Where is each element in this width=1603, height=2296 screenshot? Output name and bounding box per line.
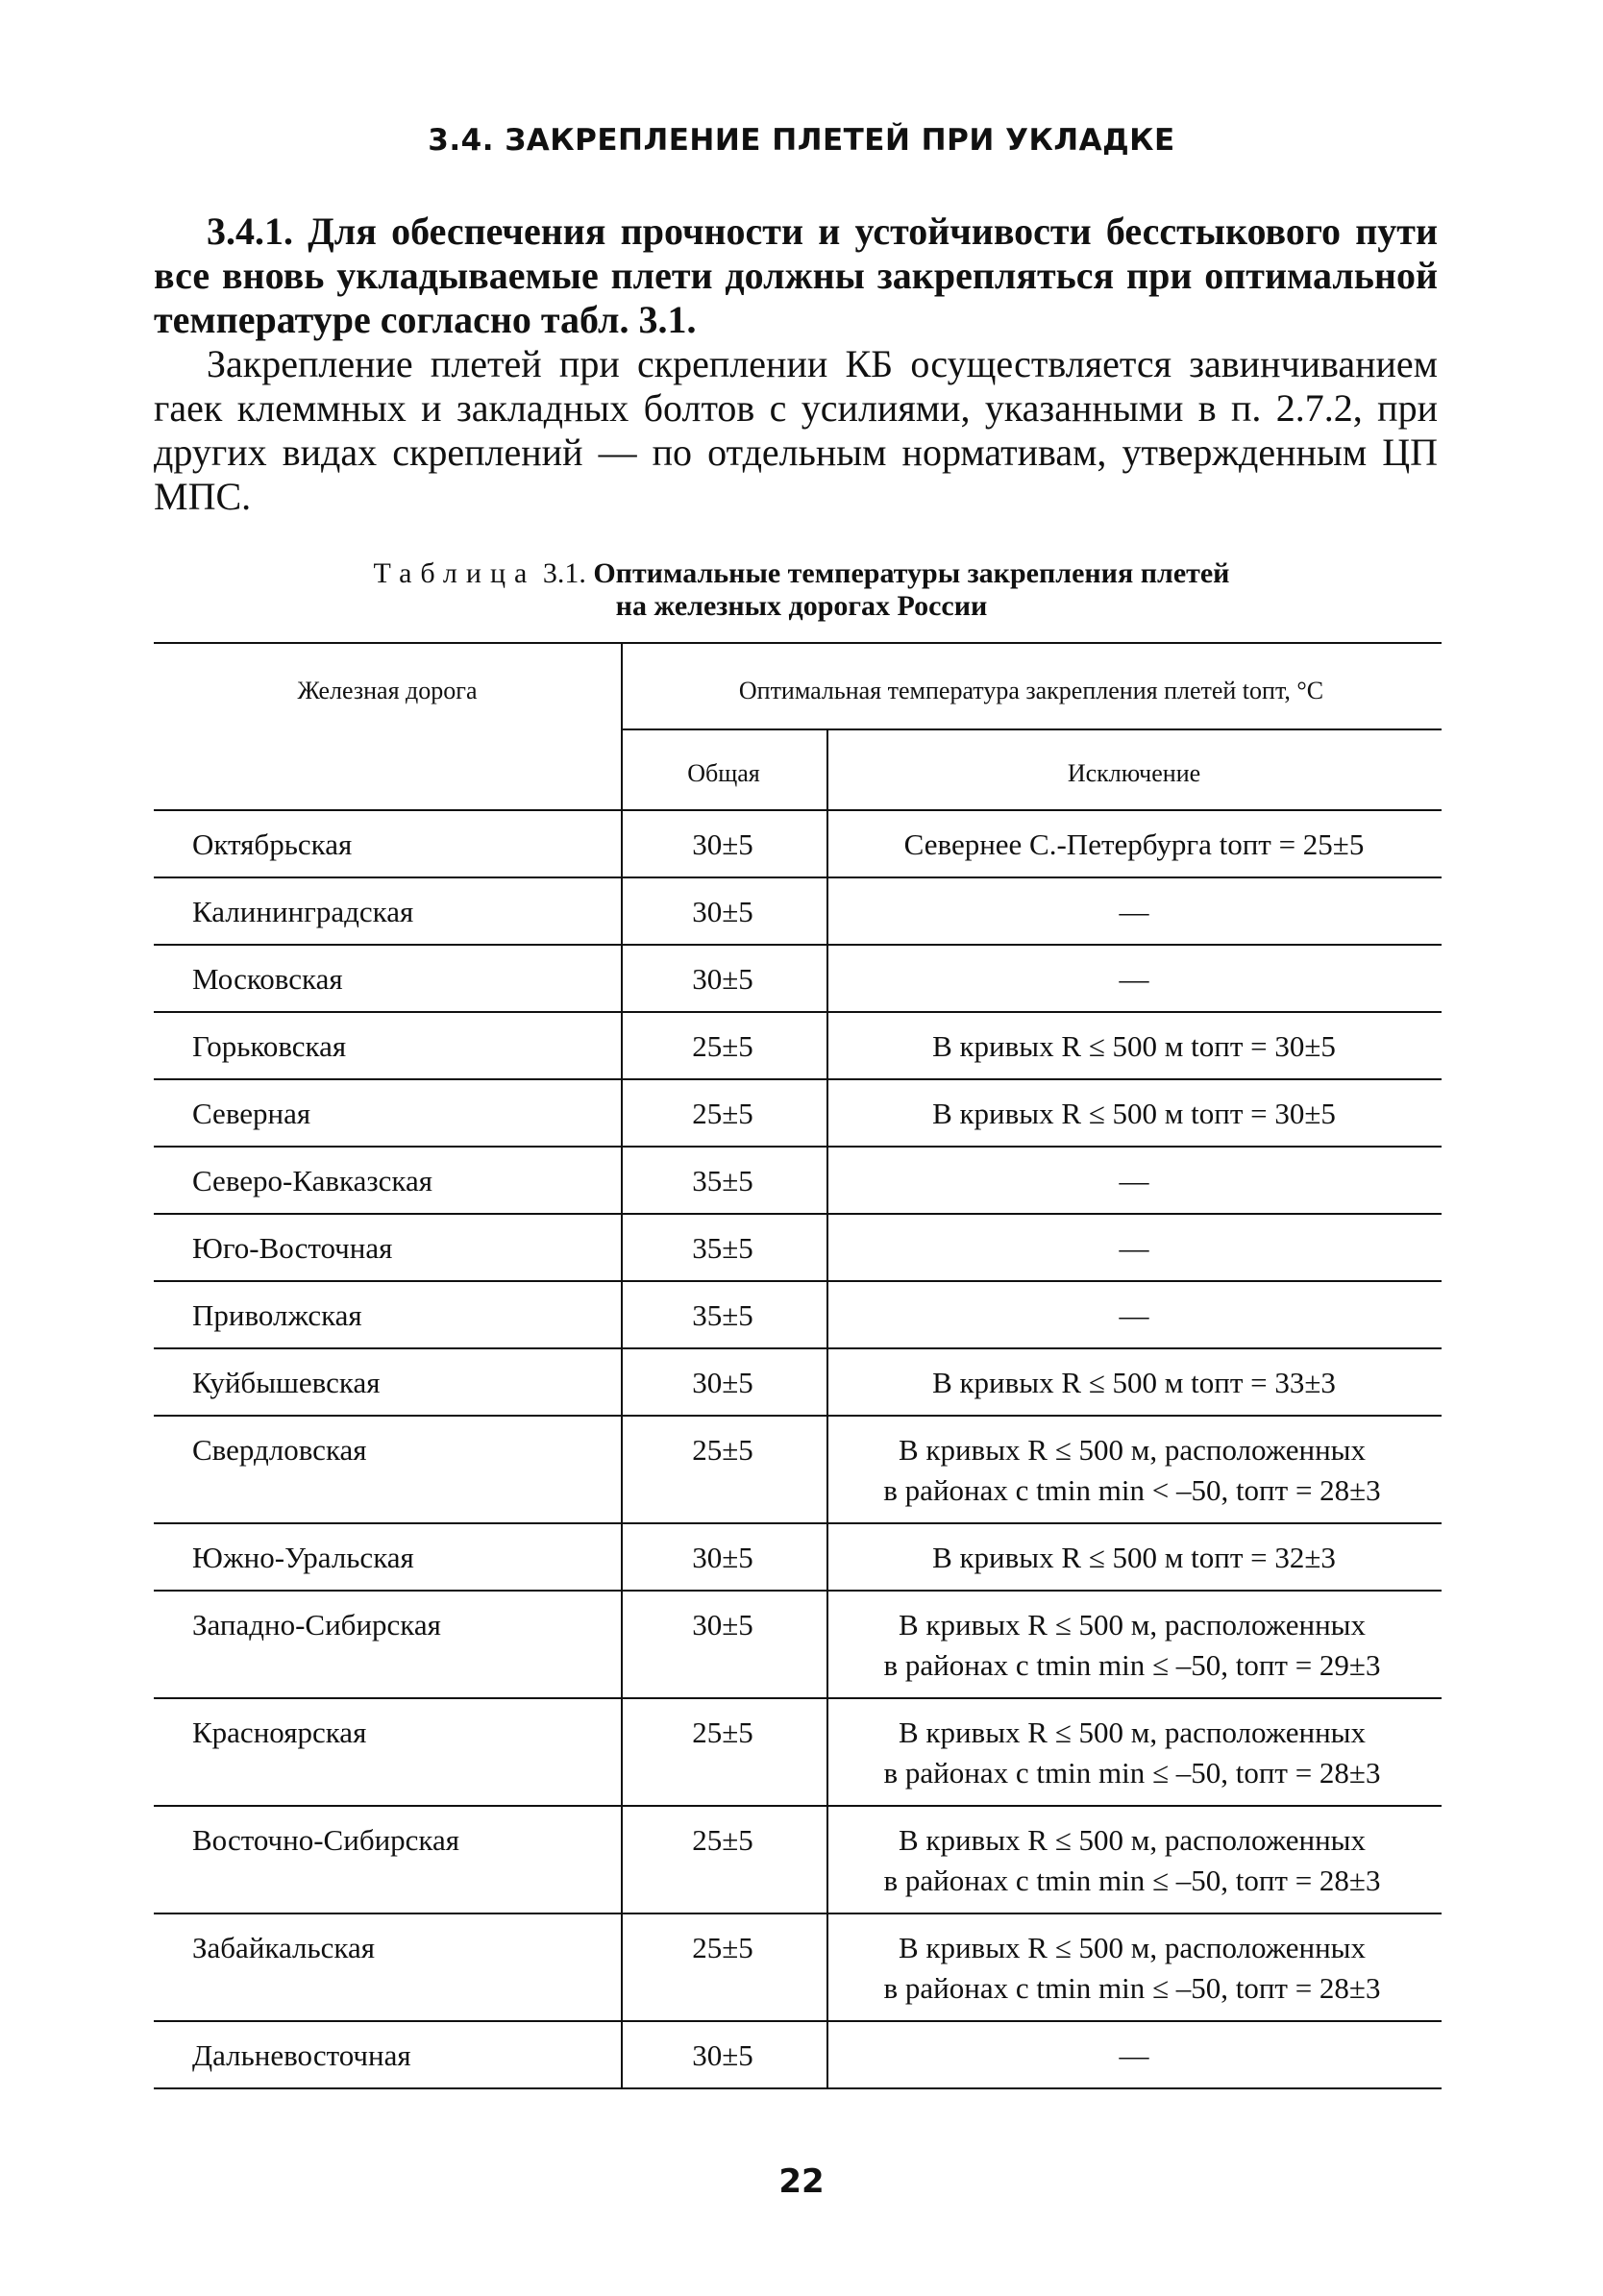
table-row-rule [154, 1213, 1442, 1215]
table-row-road: Дальневосточная [192, 2038, 411, 2072]
table-row-rule [154, 1146, 1442, 1148]
paragraph-3-4-1: 3.4.1. Для обеспечения прочности и устойчивости бесстыкового пути все вновь укладываемые плети должны закрепляться при оптимальной температуре согласно табл. 3.1. [154, 210, 1438, 341]
table-row-exception: в районах с tmin min ≤ –50, tопт = 29±3 [883, 1648, 1381, 1682]
table-row-road: Юго-Восточная [192, 1231, 393, 1265]
table-top-rule [154, 642, 1442, 644]
table-row-rule [154, 2020, 1442, 2022]
table-row-exception: в районах с tmin min ≤ –50, tопт = 28±3 [883, 1756, 1381, 1790]
table-caption-title: Оптимальные температуры закрепления плетей [593, 557, 1230, 589]
table-row-exception: Севернее С.-Петербурга tопт = 25±5 [903, 827, 1365, 861]
table-row-rule [154, 1522, 1442, 1524]
table-row-exception: в районах с tmin min < –50, tопт = 28±3 [883, 1473, 1381, 1507]
table-row-exception: В кривых R ≤ 500 м, расположенных [898, 1823, 1367, 1857]
table-row-rule [154, 1697, 1442, 1699]
table-row-general: 30±5 [692, 1541, 753, 1574]
table-row-rule [154, 2087, 1442, 2089]
table-row-exception: В кривых R ≤ 500 м, расположенных [898, 1716, 1367, 1749]
table-row-rule [154, 1913, 1442, 1914]
table-row-road: Московская [192, 962, 343, 996]
table-row-general: 30±5 [692, 1608, 753, 1642]
table-row-rule [154, 1415, 1442, 1417]
table-row-road: Горьковская [192, 1029, 347, 1063]
table-row-road: Северная [192, 1097, 311, 1130]
table-row-general: 30±5 [692, 1366, 753, 1399]
table-row-exception: В кривых R ≤ 500 м, расположенных [898, 1433, 1367, 1467]
table-col-rule-1 [621, 642, 623, 2089]
table-row-rule [154, 1590, 1442, 1592]
table-row-general: 30±5 [692, 895, 753, 928]
table-row-rule [154, 1078, 1442, 1080]
table-row-road: Южно-Уральская [192, 1541, 414, 1574]
table-row-road: Северо-Кавказская [192, 1164, 432, 1197]
table-row-exception: — [1119, 2038, 1149, 2072]
table-row-exception: — [1119, 962, 1149, 996]
table-row-exception: В кривых R ≤ 500 м tопт = 33±3 [932, 1366, 1336, 1399]
table-row-rule [154, 1011, 1442, 1013]
table-row-exception: — [1119, 1231, 1149, 1265]
table-row-exception: в районах с tmin min ≤ –50, tопт = 28±3 [883, 1864, 1381, 1897]
table-col-rule-2 [826, 728, 828, 2089]
table-row-general: 25±5 [692, 1029, 753, 1063]
table-row-road: Октябрьская [192, 827, 353, 861]
table-row-rule [154, 1280, 1442, 1282]
table-row-exception: В кривых R ≤ 500 м tопт = 30±5 [932, 1029, 1336, 1063]
table-row-general: 35±5 [692, 1164, 753, 1197]
table-row-road: Свердловская [192, 1433, 367, 1467]
header-exception: Исключение [1067, 759, 1201, 787]
section-title: 3.4. ЗАКРЕПЛЕНИЕ ПЛЕТЕЙ ПРИ УКЛАДКЕ [428, 123, 1175, 158]
header-road: Железная дорога [297, 677, 478, 704]
table-row-road: Куйбышевская [192, 1366, 381, 1399]
table-row-rule [154, 1347, 1442, 1349]
table-row-rule [154, 876, 1442, 878]
table-row-rule [154, 944, 1442, 946]
table-row-exception: В кривых R ≤ 500 м, расположенных [898, 1608, 1367, 1642]
table-row-general: 25±5 [692, 1823, 753, 1857]
table-row-exception: В кривых R ≤ 500 м, расположенных [898, 1931, 1367, 1964]
table-row-exception: — [1119, 1164, 1149, 1197]
header-optimal-temperature: Оптимальная температура закрепления плетей tопт, °C [738, 677, 1324, 704]
table-row-exception: В кривых R ≤ 500 м tопт = 30±5 [932, 1097, 1336, 1130]
table-row-general: 30±5 [692, 962, 753, 996]
table-header-bottom-rule [154, 809, 1442, 811]
header-general: Общая [687, 759, 760, 787]
table-row-rule [154, 1805, 1442, 1807]
table-row-general: 35±5 [692, 1298, 753, 1332]
table-caption-line1 [0, 557, 1603, 590]
table-caption-line2 [0, 590, 1603, 623]
table-row-exception: — [1119, 895, 1149, 928]
table-caption-title-line2: на железных дорогах России [615, 590, 988, 622]
table-caption-number: 3.1. [535, 557, 594, 589]
table-row-general: 30±5 [692, 2038, 753, 2072]
table-row-exception: — [1119, 1298, 1149, 1332]
table-row-general: 35±5 [692, 1231, 753, 1265]
table-row-general: 25±5 [692, 1716, 753, 1749]
table-caption-prefix: Таблица [373, 557, 536, 589]
table-row-road: Западно-Сибирская [192, 1608, 441, 1642]
table-row-exception: В кривых R ≤ 500 м tопт = 32±3 [932, 1541, 1336, 1574]
table-row-exception: в районах с tmin min ≤ –50, tопт = 28±3 [883, 1971, 1381, 2005]
table-row-general: 25±5 [692, 1931, 753, 1964]
table-caption [0, 557, 1603, 623]
table-row-general: 25±5 [692, 1433, 753, 1467]
table-row-general: 25±5 [692, 1097, 753, 1130]
page-number: 22 [778, 2162, 825, 2201]
table-row-general: 30±5 [692, 827, 753, 861]
paragraph-fastening-kb: Закрепление плетей при скреплении КБ осуществляется завинчиванием гаек клеммных и закладных болтов с усилиями, указанными в п. 2.7.2, при других видах скреплений — по отдельным нормативам, утвержденным ЦП МПС. [154, 342, 1438, 518]
table-row-road: Красноярская [192, 1716, 367, 1749]
table-row-road: Восточно-Сибирская [192, 1823, 460, 1857]
table-row-road: Приволжская [192, 1298, 362, 1332]
table-row-road: Калининградская [192, 895, 414, 928]
table-row-road: Забайкальская [192, 1931, 376, 1964]
table-header-mid-rule [621, 728, 1442, 730]
